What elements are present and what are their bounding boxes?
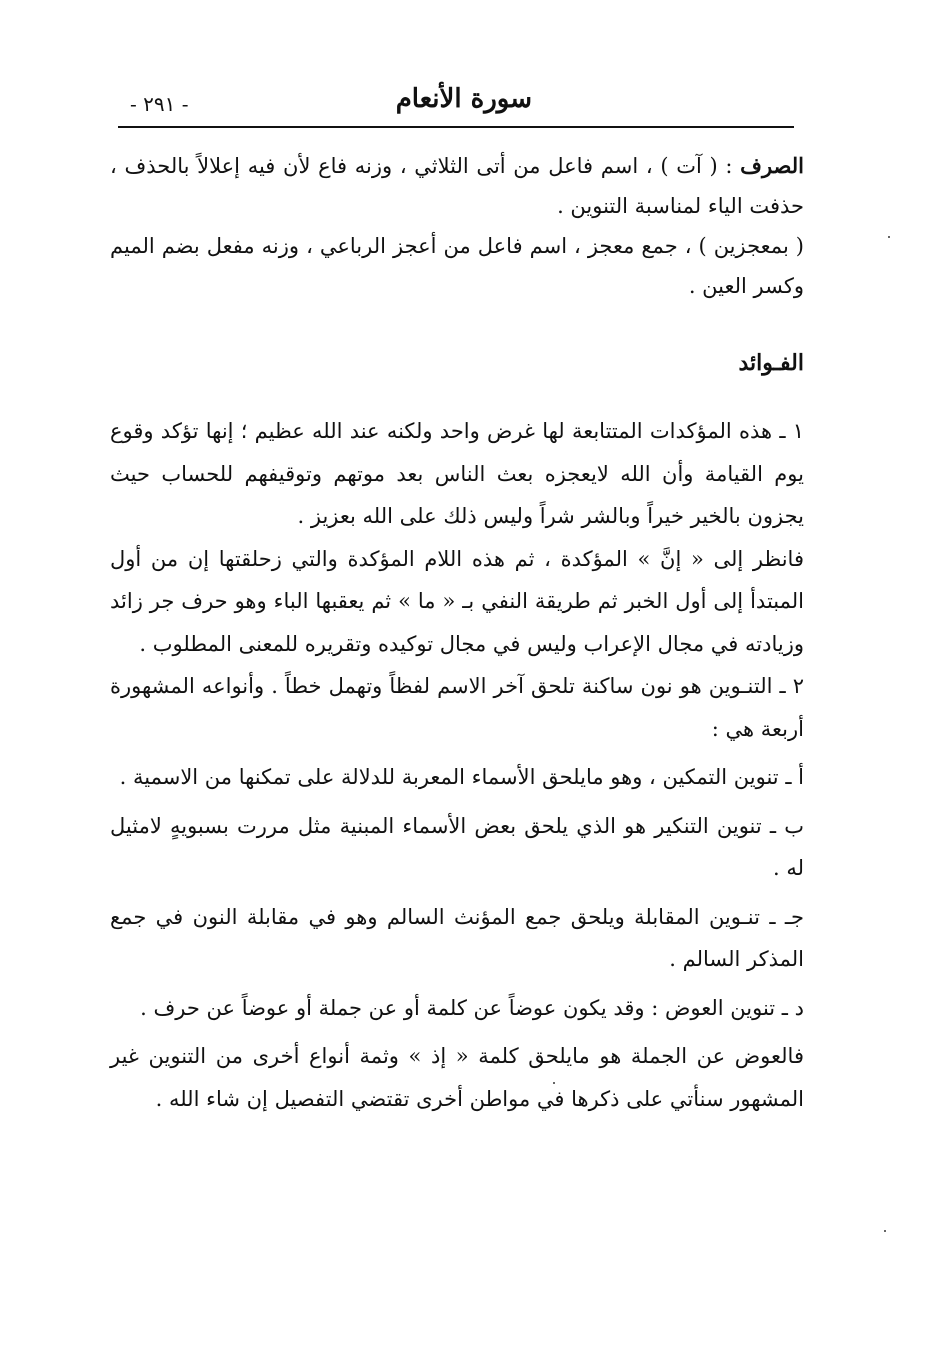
fawaid-heading: الفـوائد xyxy=(738,350,804,376)
sarf-paragraph-1 xyxy=(110,146,804,226)
scan-speck xyxy=(884,1230,886,1232)
fawaid-paragraph-5: ب ـ تنوين التنكير هو الذي يلحق بعض الأسماء المبنية مثل مررت بسبويهٍ لامثيل له . xyxy=(110,813,804,880)
fawaid-paragraph-2: فانظر إلى « إنَّ » المؤكدة ، ثم هذه اللام المؤكدة والتي زحلقتها إن من أول المبتدأ إلى أول الخبر ثم طريقة النفي بـ « ما » ثم يعقبها الباء وهو حرف جر زائد وزيادته في مجال الإعراب وليس في مجال توكيده وتقريره للمعنى المطلوب . xyxy=(110,546,804,656)
fawaid-paragraph-1: ١ ـ هذه المؤكدات المتتابعة لها غرض واحد ولكنه عند الله عظيم ؛ إنها تؤكد وقوع يوم القيامة وأن الله لايعجزه بعث الناس بعد موتهم وتوقيفهم للحساب حيث يجزون بالخير خيراً وبالشر شراً وليس ذلك على الله بعزيز . xyxy=(110,419,804,528)
fawaid-paragraph-4: أ ـ تنوين التمكين ، وهو مايلحق الأسماء المعربة للدلالة على تمكنها من الاسمية . xyxy=(119,765,804,789)
sarf-section xyxy=(110,146,804,306)
fawaid-paragraph-7: د ـ تنوين العوض : وقد يكون عوضاً عن كلمة أو عن جملة أو عوضاً عن حرف . xyxy=(140,995,804,1020)
scan-speck xyxy=(553,1082,555,1084)
page-number: - ٢٩١ - xyxy=(130,92,189,116)
page-header xyxy=(118,82,794,128)
fawaid-section xyxy=(110,410,804,1120)
fawaid-paragraph-3: ٢ ـ التنـوين هو نون ساكنة تلحق آخر الاسم لفظاً وتهمل خطاً . وأنواعه المشهورة أربعة هي : xyxy=(110,674,804,741)
surah-title: سورة الأنعام xyxy=(395,84,532,114)
sarf-paragraph-2: ( بمعجزين ) ، جمع معجز ، اسم فاعل من أعجز الرباعي ، وزنه مفعل بضم الميم وكسر العين . xyxy=(110,234,804,298)
sarf-text-1: : ( آت ) ، اسم فاعل من أتى الثلاثي ، وزنه فاع لأن فيه إعلالاً بالحذف ، حذفت الياء لمناسبة التنوين . xyxy=(110,154,804,218)
fawaid-paragraph-6: جـ ـ تنـوين المقابلة ويلحق جمع المؤنث السالم وهو في مقابلة النون في جمع المذكر السالم . xyxy=(110,904,804,971)
sarf-label: الصرف xyxy=(740,153,804,178)
fawaid-paragraph-8: فالعوض عن الجملة هو مايلحق كلمة « إذ » وثمة أنواع أخرى من التنوين غير المشهور سنأتي على ذكرها في مواطن أخرى تقتضي التفصيل إن شاء الله . xyxy=(110,1044,804,1111)
scan-speck xyxy=(888,236,890,238)
